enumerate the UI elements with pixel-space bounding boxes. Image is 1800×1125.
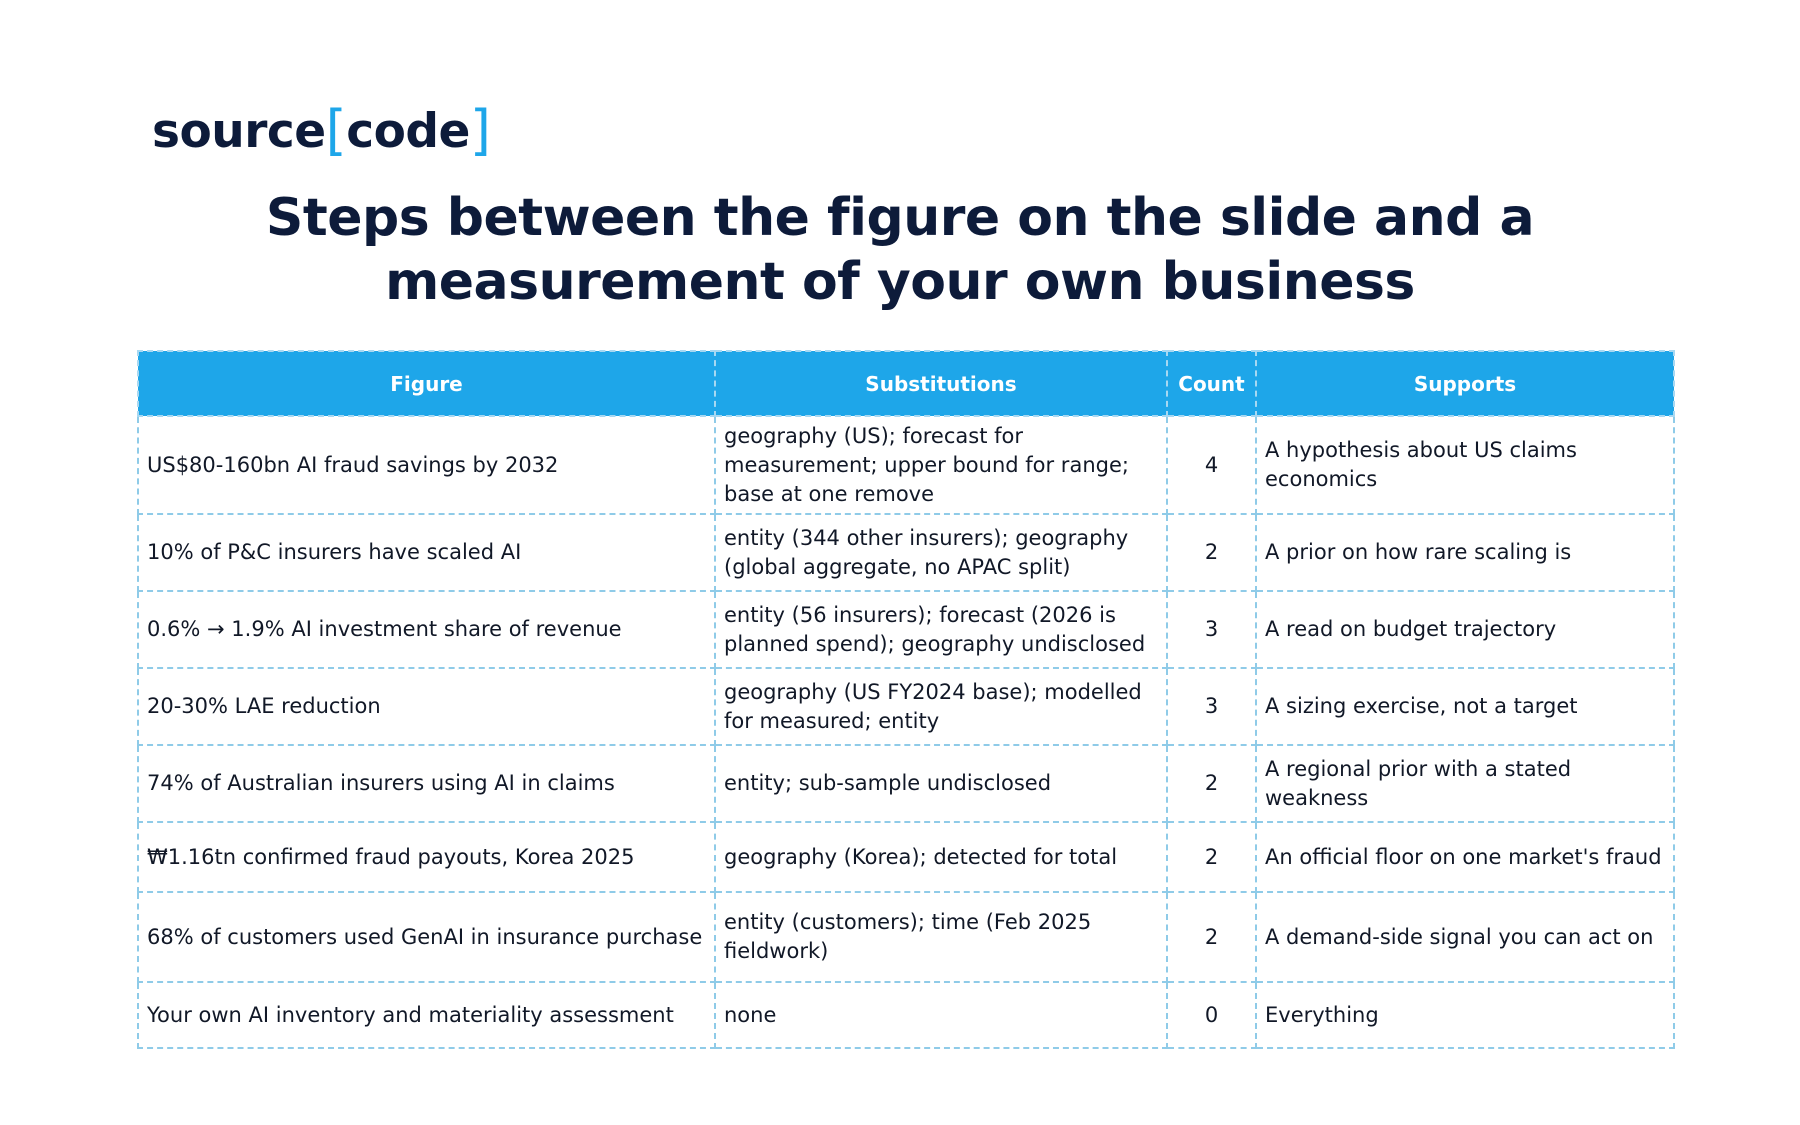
cell-substitutions: entity; sub-sample undisclosed xyxy=(715,745,1167,822)
cell-supports: A prior on how rare scaling is xyxy=(1256,514,1674,591)
table-header-row xyxy=(138,351,1674,416)
page-title-line-2: measurement of your own business xyxy=(385,252,1415,312)
cell-figure: Your own AI inventory and materiality assessment xyxy=(138,982,715,1048)
steps-table xyxy=(137,350,1675,1049)
cell-figure: ₩1.16tn confirmed fraud payouts, Korea 2025 xyxy=(138,822,715,892)
cell-count: 3 xyxy=(1167,591,1256,668)
logo-bracket-open: [ xyxy=(325,99,347,162)
table-row xyxy=(138,591,1674,668)
header-figure: Figure xyxy=(138,351,715,416)
cell-figure: 74% of Australian insurers using AI in claims xyxy=(138,745,715,822)
header-count: Count xyxy=(1167,351,1256,416)
table-row xyxy=(138,416,1674,514)
cell-substitutions: geography (US FY2024 base); modelled for measured; entity xyxy=(715,668,1167,745)
cell-figure: 10% of P&C insurers have scaled AI xyxy=(138,514,715,591)
cell-count: 2 xyxy=(1167,745,1256,822)
cell-count: 2 xyxy=(1167,892,1256,982)
cell-supports: A demand-side signal you can act on xyxy=(1256,892,1674,982)
cell-supports: A hypothesis about US claims economics xyxy=(1256,416,1674,514)
cell-substitutions: geography (US); forecast for measurement; upper bound for range; base at one remove xyxy=(715,416,1167,514)
table-row xyxy=(138,745,1674,822)
cell-supports: A read on budget trajectory xyxy=(1256,591,1674,668)
cell-figure: US$80-160bn AI fraud savings by 2032 xyxy=(138,416,715,514)
table-row xyxy=(138,892,1674,982)
cell-count: 2 xyxy=(1167,514,1256,591)
cell-count: 4 xyxy=(1167,416,1256,514)
cell-figure: 20-30% LAE reduction xyxy=(138,668,715,745)
cell-count: 3 xyxy=(1167,668,1256,745)
logo-word-code: code xyxy=(346,104,470,159)
logo-bracket-close: ] xyxy=(469,99,491,162)
table-row xyxy=(138,982,1674,1048)
header-supports: Supports xyxy=(1256,351,1674,416)
cell-supports: Everything xyxy=(1256,982,1674,1048)
cell-supports: A regional prior with a stated weakness xyxy=(1256,745,1674,822)
cell-substitutions: none xyxy=(715,982,1167,1048)
page-title-line-1: Steps between the figure on the slide and a xyxy=(265,188,1535,248)
cell-supports: An official floor on one market's fraud xyxy=(1256,822,1674,892)
cell-substitutions: entity (customers); time (Feb 2025 fieldwork) xyxy=(715,892,1167,982)
table-row xyxy=(138,822,1674,892)
header-substitutions: Substitutions xyxy=(715,351,1167,416)
cell-substitutions: geography (Korea); detected for total xyxy=(715,822,1167,892)
cell-substitutions: entity (344 other insurers); geography (global aggregate, no APAC split) xyxy=(715,514,1167,591)
cell-supports: A sizing exercise, not a target xyxy=(1256,668,1674,745)
logo-word-source: source xyxy=(152,104,326,159)
cell-count: 0 xyxy=(1167,982,1256,1048)
cell-figure: 0.6% → 1.9% AI investment share of revenue xyxy=(138,591,715,668)
logo xyxy=(152,99,491,162)
page-title xyxy=(200,186,1600,314)
table-row xyxy=(138,514,1674,591)
table-row xyxy=(138,668,1674,745)
cell-count: 2 xyxy=(1167,822,1256,892)
cell-substitutions: entity (56 insurers); forecast (2026 is planned spend); geography undisclosed xyxy=(715,591,1167,668)
cell-figure: 68% of customers used GenAI in insurance purchase xyxy=(138,892,715,982)
